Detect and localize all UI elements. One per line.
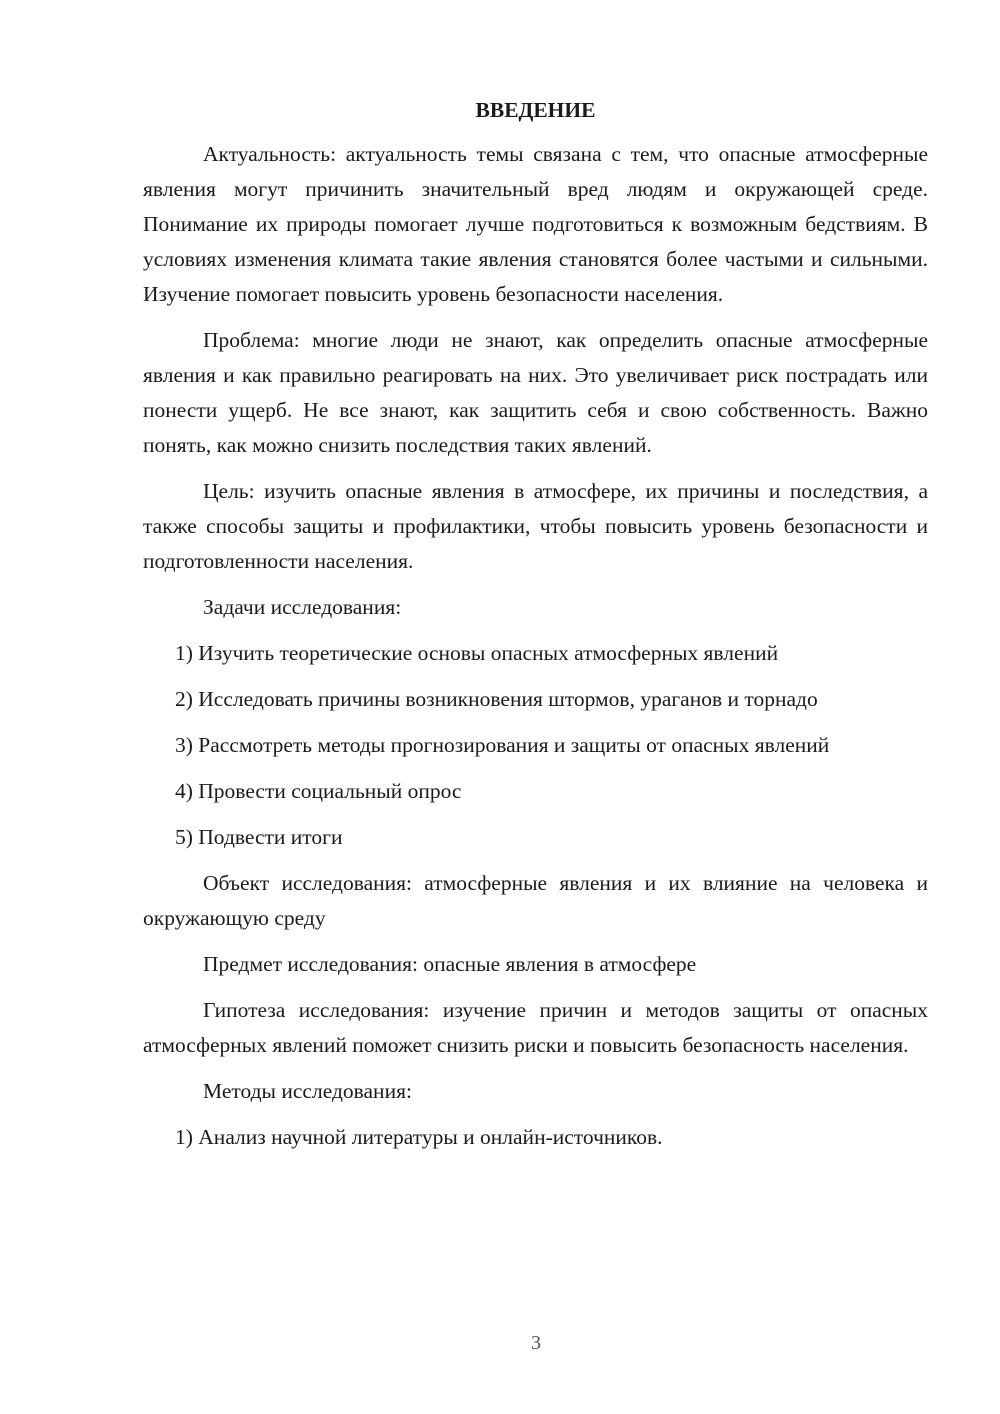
paragraph-hypothesis: Гипотеза исследования: изучение причин и методов защиты от опасных атмосферных явлений поможет снизить риски и повысить безопасность населения. bbox=[143, 998, 928, 1057]
paragraph-object: Объект исследования: атмосферные явления и их влияние на человека и окружающую среду bbox=[143, 871, 928, 930]
task-item-5: 5) Подвести итоги bbox=[175, 825, 343, 849]
paragraph-relevance: Актуальность: актуальность темы связана с тем, что опасные атмосферные явления могут причинить значительный вред людям и окружающей среде. Понимание их природы помогает лучше подготовиться к возможным бедствиям. В условиях изменения климата такие явления становятся более частыми и сильными. Изучение помогает повысить уровень безопасности населения. bbox=[143, 142, 928, 306]
task-item-1: 1) Изучить теоретические основы опасных атмосферных явлений bbox=[175, 641, 779, 665]
tasks-heading: Задачи исследования: bbox=[203, 595, 402, 619]
paragraph-goal: Цель: изучить опасные явления в атмосфере, их причины и последствия, а также способы защиты и профилактики, чтобы повысить уровень безопасности и подготовленности населения. bbox=[143, 479, 928, 573]
task-item-3: 3) Рассмотреть методы прогнозирования и защиты от опасных явлений bbox=[175, 733, 830, 757]
document-page bbox=[143, 95, 928, 1166]
paragraph-subject: Предмет исследования: опасные явления в атмосфере bbox=[203, 952, 697, 976]
task-item-2: 2) Исследовать причины возникновения штормов, ураганов и торнадо bbox=[175, 687, 818, 711]
method-item-1: 1) Анализ научной литературы и онлайн-источников. bbox=[175, 1125, 663, 1149]
task-item-4: 4) Провести социальный опрос bbox=[175, 779, 462, 803]
page-number: 3 bbox=[531, 1332, 541, 1354]
paragraph-problem: Проблема: многие люди не знают, как определить опасные атмосферные явления и как правильно реагировать на них. Это увеличивает риск пострадать или понести ущерб. Не все знают, как защитить себя и свою собственность. Важно понять, как можно снизить последствия таких явлений. bbox=[143, 328, 928, 457]
methods-heading: Методы исследования: bbox=[203, 1079, 412, 1103]
page-title: ВВЕДЕНИЕ bbox=[475, 98, 596, 122]
